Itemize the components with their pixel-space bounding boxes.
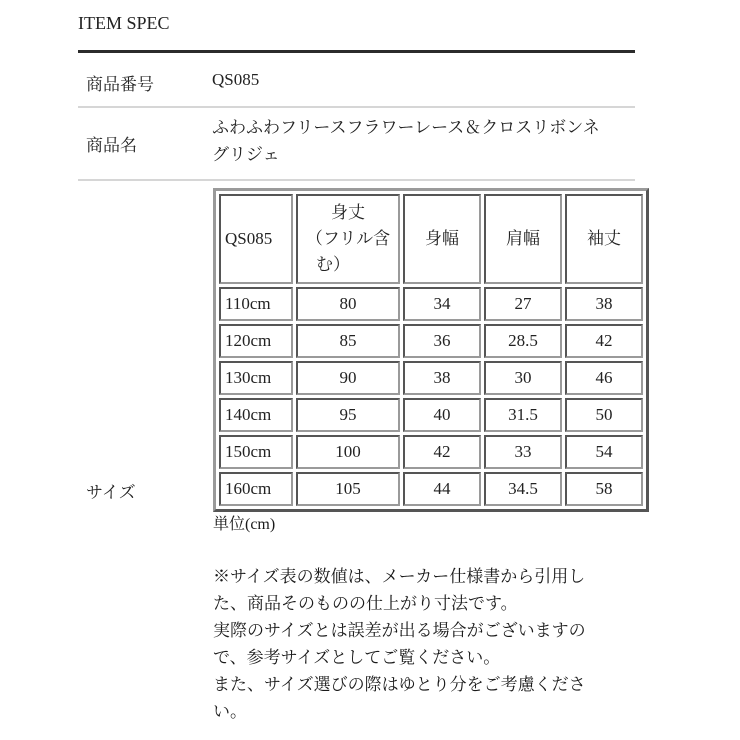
- label-size: サイズ: [86, 483, 136, 502]
- size-table: [213, 188, 649, 512]
- note-line: た、商品そのものの仕上がり寸法です。: [213, 594, 518, 613]
- section-title: ITEM SPEC: [78, 13, 170, 33]
- table-cell: 27: [484, 287, 562, 321]
- row-divider: [78, 179, 635, 181]
- note-line: い。: [213, 702, 247, 721]
- header-cell: 肩幅: [484, 194, 562, 284]
- table-cell: 38: [565, 287, 643, 321]
- table-cell: 44: [403, 472, 481, 506]
- header-cell-length: 身丈 （フリル含 む）: [296, 194, 400, 284]
- table-cell: 36: [403, 324, 481, 358]
- table-cell: 130cm: [219, 361, 293, 395]
- table-cell: 105: [296, 472, 400, 506]
- table-cell: 40: [403, 398, 481, 432]
- table-cell: 28.5: [484, 324, 562, 358]
- table-cell: 54: [565, 435, 643, 469]
- note-line: 実際のサイズとは誤差が出る場合がございますの: [213, 621, 586, 640]
- table-row: [219, 361, 643, 395]
- table-row: [219, 287, 643, 321]
- table-row: [219, 435, 643, 469]
- table-cell: 34: [403, 287, 481, 321]
- table-cell: 90: [296, 361, 400, 395]
- size-notes: [213, 563, 633, 725]
- table-cell: 95: [296, 398, 400, 432]
- title-divider: [78, 50, 635, 53]
- table-row: [219, 398, 643, 432]
- table-cell: 38: [403, 361, 481, 395]
- table-cell: 30: [484, 361, 562, 395]
- unit-label: 単位(cm): [213, 516, 276, 533]
- table-cell: 120cm: [219, 324, 293, 358]
- table-cell: 50: [565, 398, 643, 432]
- item-name-line: グリジェ: [212, 145, 280, 164]
- table-cell: 34.5: [484, 472, 562, 506]
- table-cell: 140cm: [219, 398, 293, 432]
- table-header-row: [219, 194, 643, 284]
- table-cell: 110cm: [219, 287, 293, 321]
- table-cell: 150cm: [219, 435, 293, 469]
- value-item-name: [212, 114, 600, 168]
- table-cell: 100: [296, 435, 400, 469]
- item-name-line: ふわふわフリースフラワーレース＆クロスリボンネ: [212, 118, 600, 137]
- note-line: また、サイズ選びの際はゆとり分をご考慮くださ: [213, 675, 586, 694]
- note-line: で、参考サイズとしてご覧ください。: [213, 648, 501, 667]
- table-row: [219, 324, 643, 358]
- note-line: ※サイズ表の数値は、メーカー仕様書から引用し: [213, 567, 586, 586]
- table-row: [219, 472, 643, 506]
- row-divider: [78, 106, 635, 108]
- value-item-number: QS085: [212, 70, 260, 89]
- table-cell: 46: [565, 361, 643, 395]
- table-cell: 80: [296, 287, 400, 321]
- table-cell: 31.5: [484, 398, 562, 432]
- table-cell: 160cm: [219, 472, 293, 506]
- label-item-name: 商品名: [86, 136, 137, 155]
- table-cell: 42: [403, 435, 481, 469]
- header-cell: 袖丈: [565, 194, 643, 284]
- label-item-number: 商品番号: [86, 75, 154, 94]
- header-cell: 身幅: [403, 194, 481, 284]
- table-cell: 85: [296, 324, 400, 358]
- table-cell: 58: [565, 472, 643, 506]
- table-cell: 42: [565, 324, 643, 358]
- table-cell: 33: [484, 435, 562, 469]
- header-cell: QS085: [219, 194, 293, 284]
